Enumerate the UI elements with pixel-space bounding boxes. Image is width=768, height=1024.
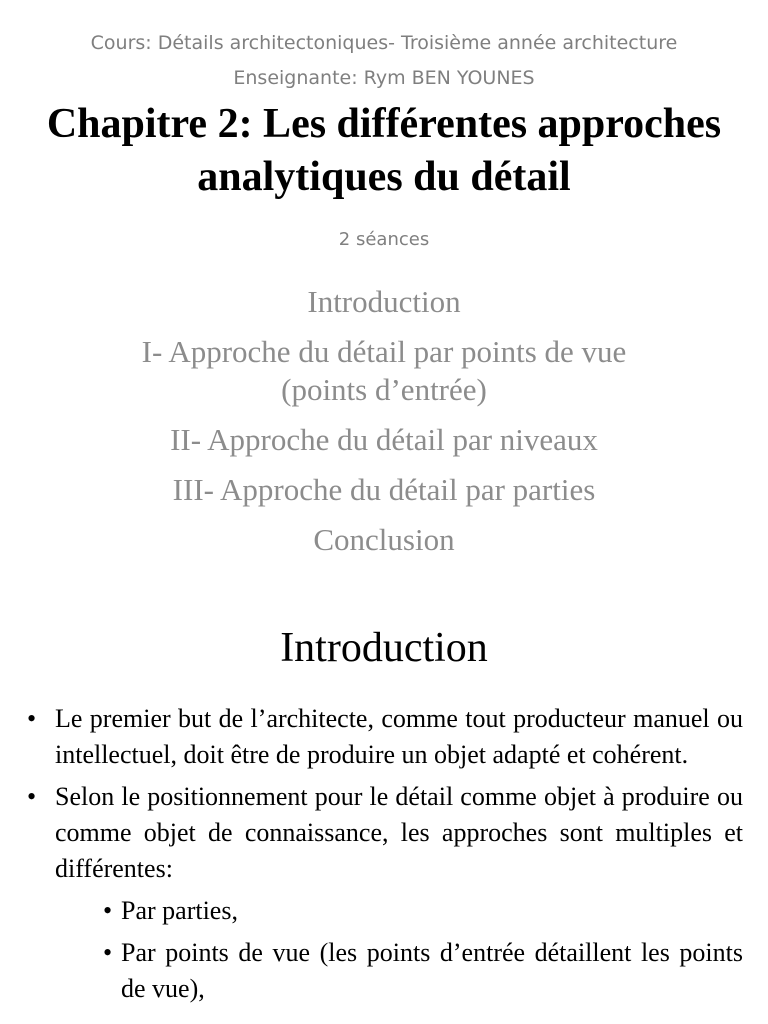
introduction-bullets [55, 701, 743, 1013]
chapter-title: Chapitre 2: Les différentes approches analytiques du détail [46, 101, 722, 200]
chapter-outline [100, 283, 668, 571]
sub-bullets [55, 893, 743, 1007]
section-title: Introduction [280, 625, 488, 671]
outline-item-introduction: Introduction [307, 284, 461, 319]
outline-item-part-1: I- Approche du détail par points de vue (points d’entrée) [141, 334, 627, 407]
outline-item-conclusion: Conclusion [313, 522, 455, 557]
sub-bullet-item: • Par points de vue (les points d’entrée détaillent les points de vue), [121, 935, 743, 1007]
outline-item-part-2: II- Approche du détail par niveaux [170, 422, 598, 457]
bullet-item [55, 779, 743, 1007]
sessions-note: 2 séances [338, 229, 430, 250]
outline-item-part-3: III- Approche du détail par parties [172, 472, 596, 507]
bullet-text: Selon le positionnement pour le détail comme objet à produire ou comme objet de connaissance, les approches sont multiples et différentes: [55, 782, 743, 883]
teacher-header: Enseignante: Rym BEN YOUNES [233, 67, 535, 89]
sub-bullet-item: • Par parties, [121, 893, 743, 929]
course-header: Cours: Détails architectoniques- Troisième année architecture [90, 32, 678, 54]
bullet-item: • Le premier but de l’architecte, comme tout producteur manuel ou intellectuel, doit être de produire un objet adapté et cohérent. [55, 701, 743, 773]
